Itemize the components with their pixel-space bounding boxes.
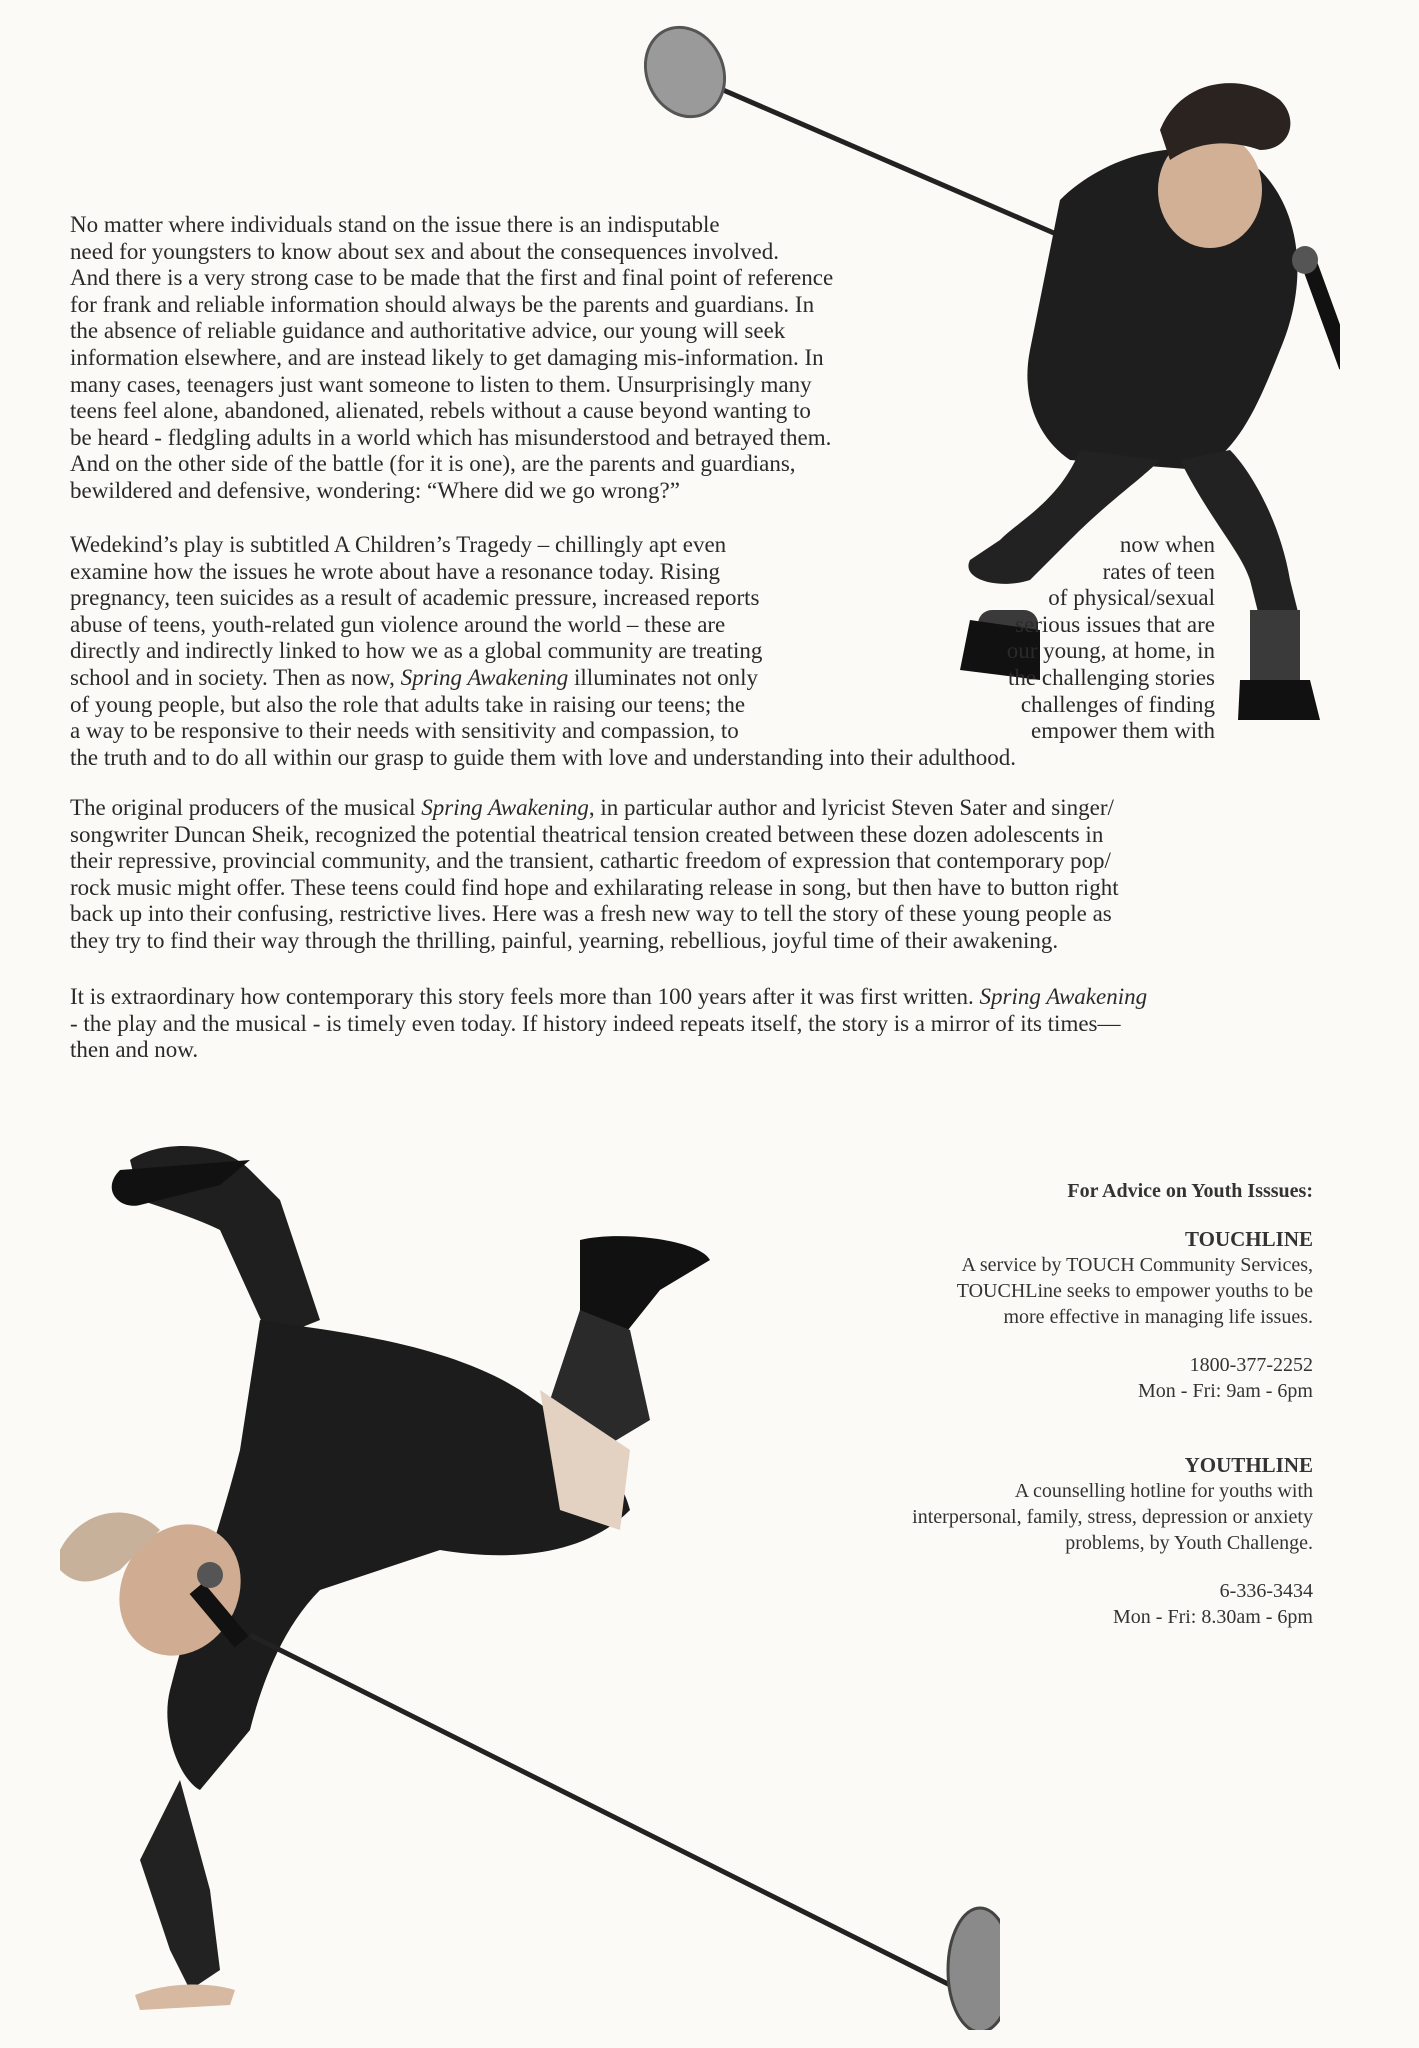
p2-right: the challenging stories [1008, 664, 1215, 690]
touchline-phone: 1800-377-2252 [1189, 1354, 1313, 1376]
advice-heading: For Advice on Youth Isssues: [1067, 1180, 1313, 1202]
p3-line: rock music might offer. These teens could find hope and exhilarating release in song, but then have to button right [70, 874, 1119, 900]
p2-row [70, 665, 1215, 692]
touchline-name: TOUCHLINE [1185, 1227, 1313, 1251]
touchline-desc-line: more effective in managing life issues. [1003, 1306, 1313, 1328]
p1-line: And there is a very strong case to be made that the first and final point of reference [70, 265, 834, 291]
p2-row [70, 585, 1215, 612]
p2-title-italic: Spring Awakening [400, 664, 569, 690]
p3-line: they try to find their way through the thrilling, painful, yearning, rebellious, joyful time of their awakening. [70, 927, 1059, 953]
p1-line: the absence of reliable guidance and authoritative advice, our young will seek [70, 318, 786, 344]
p4-line: - the play and the musical - is timely even today. If history indeed repeats itself, the story is a mirror of its times— [70, 1010, 1121, 1036]
p2-right: empower them with [1031, 718, 1215, 744]
p2-left: abuse of teens, youth-related gun violence around the world – these are [70, 611, 726, 637]
p1-line: many cases, teenagers just want someone to listen to them. Unsurprisingly many [70, 371, 812, 397]
youthline-desc-line: problems, by Youth Challenge. [1065, 1532, 1313, 1554]
p3-text: The original producers of the musical [70, 795, 422, 820]
touchline-desc-line: A service by TOUCH Community Services, [961, 1254, 1313, 1276]
p2-row [70, 638, 1215, 665]
p2-left [70, 665, 758, 692]
p2-left: Wedekind’s play is subtitled A Children’s Tragedy – chillingly apt even [70, 532, 727, 557]
p4-line: then and now. [70, 1037, 199, 1063]
p2-left: a way to be responsive to their needs with sensitivity and compassion, to [70, 718, 739, 744]
touchline-hours: Mon - Fri: 9am - 6pm [1138, 1380, 1313, 1402]
p2-right: of physical/sexual [1048, 585, 1215, 611]
p4-text: It is extraordinary how contemporary this story feels more than 100 years after it was first written. [70, 984, 980, 1009]
p2-row [70, 559, 1215, 586]
p3-line: back up into their confusing, restrictive lives. Here was a fresh new way to tell the story of these young people as [70, 901, 1112, 927]
p1-line: teens feel alone, abandoned, alienated, rebels without a cause beyond wanting to [70, 398, 811, 424]
p2-right: challenges of finding [1020, 691, 1215, 717]
paragraph-1 [70, 212, 970, 505]
youthline-hours: Mon - Fri: 8.30am - 6pm [1113, 1606, 1313, 1628]
p2-left: of young people, but also the role that adults take in raising our teens; the [70, 691, 746, 717]
p2-text: illuminates not only [568, 664, 759, 690]
youthline-phone: 6-336-3434 [1219, 1580, 1313, 1602]
p1-line: be heard - fledgling adults in a world which has misunderstood and betrayed them. [70, 424, 832, 450]
p2-right: now when [1119, 532, 1215, 557]
youthline-desc-line: A counselling hotline for youths with [1014, 1480, 1313, 1502]
p1-line: bewildered and defensive, wondering: “Where did we go wrong?” [70, 477, 680, 503]
paragraph-4 [70, 984, 1308, 1064]
p2-row [70, 612, 1215, 639]
p4-line [70, 984, 1308, 1011]
p3-title-italic: Spring Awakening [421, 795, 589, 820]
p1-line: No matter where individuals stand on the issue there is an indisputable [70, 212, 720, 237]
p2-text: school and in society. Then as now, [70, 664, 401, 690]
p2-left: pregnancy, teen suicides as a result of academic pressure, increased reports [70, 585, 760, 611]
p2-row [70, 692, 1215, 719]
youth-advice-section [773, 1178, 1313, 1630]
p2-row [70, 532, 1215, 559]
touchline-desc-line: TOUCHLine seeks to empower youths to be [956, 1280, 1313, 1302]
p2-right: our young, at home, in [1006, 638, 1215, 664]
p2-right: rates of teen [1102, 558, 1215, 584]
p2-left: directly and indirectly linked to how we as a global community are treating [70, 638, 763, 664]
p2-left: examine how the issues he wrote about have a resonance today. Rising [70, 558, 720, 584]
p4-title-italic: Spring Awakening [979, 984, 1148, 1009]
paragraph-3 [70, 795, 1308, 955]
p2-last-line: the truth and to do all within our grasp to guide them with love and understanding into their adulthood. [70, 744, 1017, 770]
p3-line: songwriter Duncan Sheik, recognized the potential theatrical tension created between these dozen adolescents in [70, 821, 1104, 847]
p3-line [70, 795, 1308, 822]
p1-line: information elsewhere, and are instead likely to get damaging mis-information. In [70, 344, 824, 370]
p1-line: need for youngsters to know about sex and about the consequences involved. [70, 238, 779, 264]
youthline-name: YOUTHLINE [1184, 1453, 1313, 1477]
p3-line: their repressive, provincial community, and the transient, cathartic freedom of expression that contemporary pop/ [70, 848, 1111, 874]
p2-row [70, 718, 1215, 745]
p1-line: for frank and reliable information should always be the parents and guardians. In [70, 291, 815, 317]
paragraph-2 [70, 532, 1220, 771]
p2-right: serious issues that are [1015, 611, 1215, 637]
youthline-desc-line: interpersonal, family, stress, depression or anxiety [912, 1506, 1313, 1528]
p3-text: , in particular author and lyricist Steven Sater and singer/ [588, 795, 1114, 820]
p1-line: And on the other side of the battle (for it is one), are the parents and guardians, [70, 451, 796, 477]
